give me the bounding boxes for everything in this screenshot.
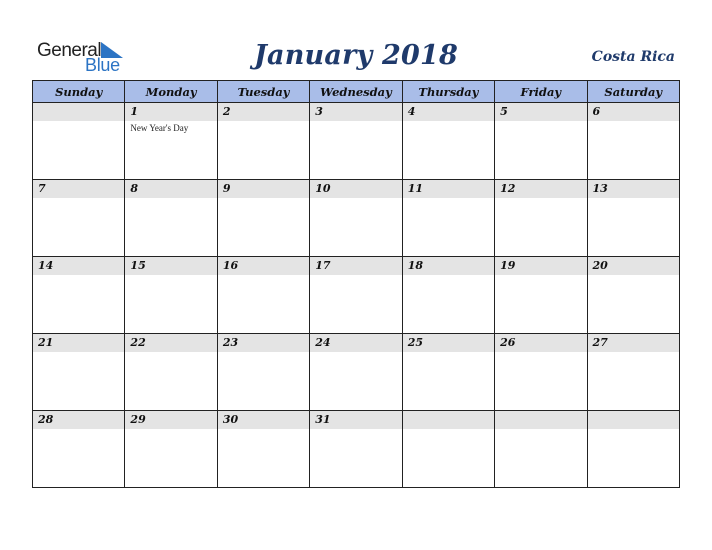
- day-number: 6: [588, 103, 679, 121]
- day-cell[interactable]: [587, 180, 679, 257]
- day-number: 29: [125, 411, 216, 429]
- day-number: 9: [218, 180, 309, 198]
- week-row: [33, 103, 680, 180]
- day-cell[interactable]: [217, 103, 309, 180]
- day-cell[interactable]: [587, 334, 679, 411]
- day-cell[interactable]: [125, 334, 217, 411]
- day-cell[interactable]: [310, 103, 402, 180]
- day-number: 28: [33, 411, 124, 429]
- day-cell[interactable]: [402, 411, 494, 488]
- day-cell[interactable]: [33, 411, 125, 488]
- day-cell[interactable]: [33, 180, 125, 257]
- day-cell[interactable]: [310, 257, 402, 334]
- day-number: 8: [125, 180, 216, 198]
- day-cell[interactable]: [125, 257, 217, 334]
- day-cell[interactable]: [310, 411, 402, 488]
- day-number: [33, 103, 124, 121]
- day-number: 11: [403, 180, 494, 198]
- day-number: 26: [495, 334, 586, 352]
- day-number: 4: [403, 103, 494, 121]
- day-cell[interactable]: [33, 334, 125, 411]
- day-number: 13: [588, 180, 679, 198]
- calendar-grid: [32, 80, 680, 488]
- weekday-monday: Monday: [125, 81, 217, 103]
- weekday-sunday: Sunday: [33, 81, 125, 103]
- day-cell[interactable]: [33, 103, 125, 180]
- day-number: 3: [310, 103, 401, 121]
- week-row: [33, 334, 680, 411]
- day-cell[interactable]: [495, 103, 587, 180]
- day-number: 10: [310, 180, 401, 198]
- day-cell[interactable]: [402, 257, 494, 334]
- day-cell[interactable]: [402, 334, 494, 411]
- week-row: [33, 411, 680, 488]
- day-cell[interactable]: [402, 103, 494, 180]
- day-cell[interactable]: [310, 334, 402, 411]
- weekday-wednesday: Wednesday: [310, 81, 402, 103]
- country-label: Costa Rica: [591, 49, 675, 65]
- day-number: [403, 411, 494, 429]
- day-cell[interactable]: [125, 180, 217, 257]
- day-cell[interactable]: [587, 103, 679, 180]
- day-number: 25: [403, 334, 494, 352]
- day-number: 15: [125, 257, 216, 275]
- holiday-label: New Year's Day: [130, 123, 189, 133]
- logo-text-blue: Blue: [85, 55, 120, 75]
- day-number: 7: [33, 180, 124, 198]
- day-number: [588, 411, 679, 429]
- day-cell[interactable]: [125, 103, 217, 180]
- day-number: 5: [495, 103, 586, 121]
- weekday-tuesday: Tuesday: [217, 81, 309, 103]
- day-cell[interactable]: [217, 411, 309, 488]
- day-number: 17: [310, 257, 401, 275]
- calendar-title: January 2018: [254, 40, 458, 71]
- calendar-body: [33, 103, 680, 488]
- day-number: 27: [588, 334, 679, 352]
- day-number: 21: [33, 334, 124, 352]
- day-number: 24: [310, 334, 401, 352]
- day-cell[interactable]: [495, 257, 587, 334]
- day-number: 1: [125, 103, 216, 121]
- day-cell[interactable]: [495, 334, 587, 411]
- day-number: 16: [218, 257, 309, 275]
- weekday-friday: Friday: [495, 81, 587, 103]
- day-number: 12: [495, 180, 586, 198]
- day-cell[interactable]: [125, 411, 217, 488]
- day-number: 19: [495, 257, 586, 275]
- day-number: 20: [588, 257, 679, 275]
- day-number: 2: [218, 103, 309, 121]
- day-cell[interactable]: [587, 411, 679, 488]
- day-cell[interactable]: [310, 180, 402, 257]
- week-row: [33, 257, 680, 334]
- logo-text-general: General: [37, 40, 102, 61]
- day-cell[interactable]: [217, 180, 309, 257]
- day-number: 31: [310, 411, 401, 429]
- weekday-thursday: Thursday: [402, 81, 494, 103]
- day-cell[interactable]: [217, 334, 309, 411]
- day-number: [495, 411, 586, 429]
- weekday-header-row: [33, 81, 680, 103]
- day-cell[interactable]: [495, 411, 587, 488]
- day-number: 23: [218, 334, 309, 352]
- day-cell[interactable]: [402, 180, 494, 257]
- day-number: 30: [218, 411, 309, 429]
- day-cell[interactable]: [33, 257, 125, 334]
- day-cell[interactable]: [217, 257, 309, 334]
- weekday-saturday: Saturday: [587, 81, 679, 103]
- day-cell[interactable]: [587, 257, 679, 334]
- day-number: 18: [403, 257, 494, 275]
- day-number: 22: [125, 334, 216, 352]
- day-number: 14: [33, 257, 124, 275]
- day-cell[interactable]: [495, 180, 587, 257]
- week-row: [33, 180, 680, 257]
